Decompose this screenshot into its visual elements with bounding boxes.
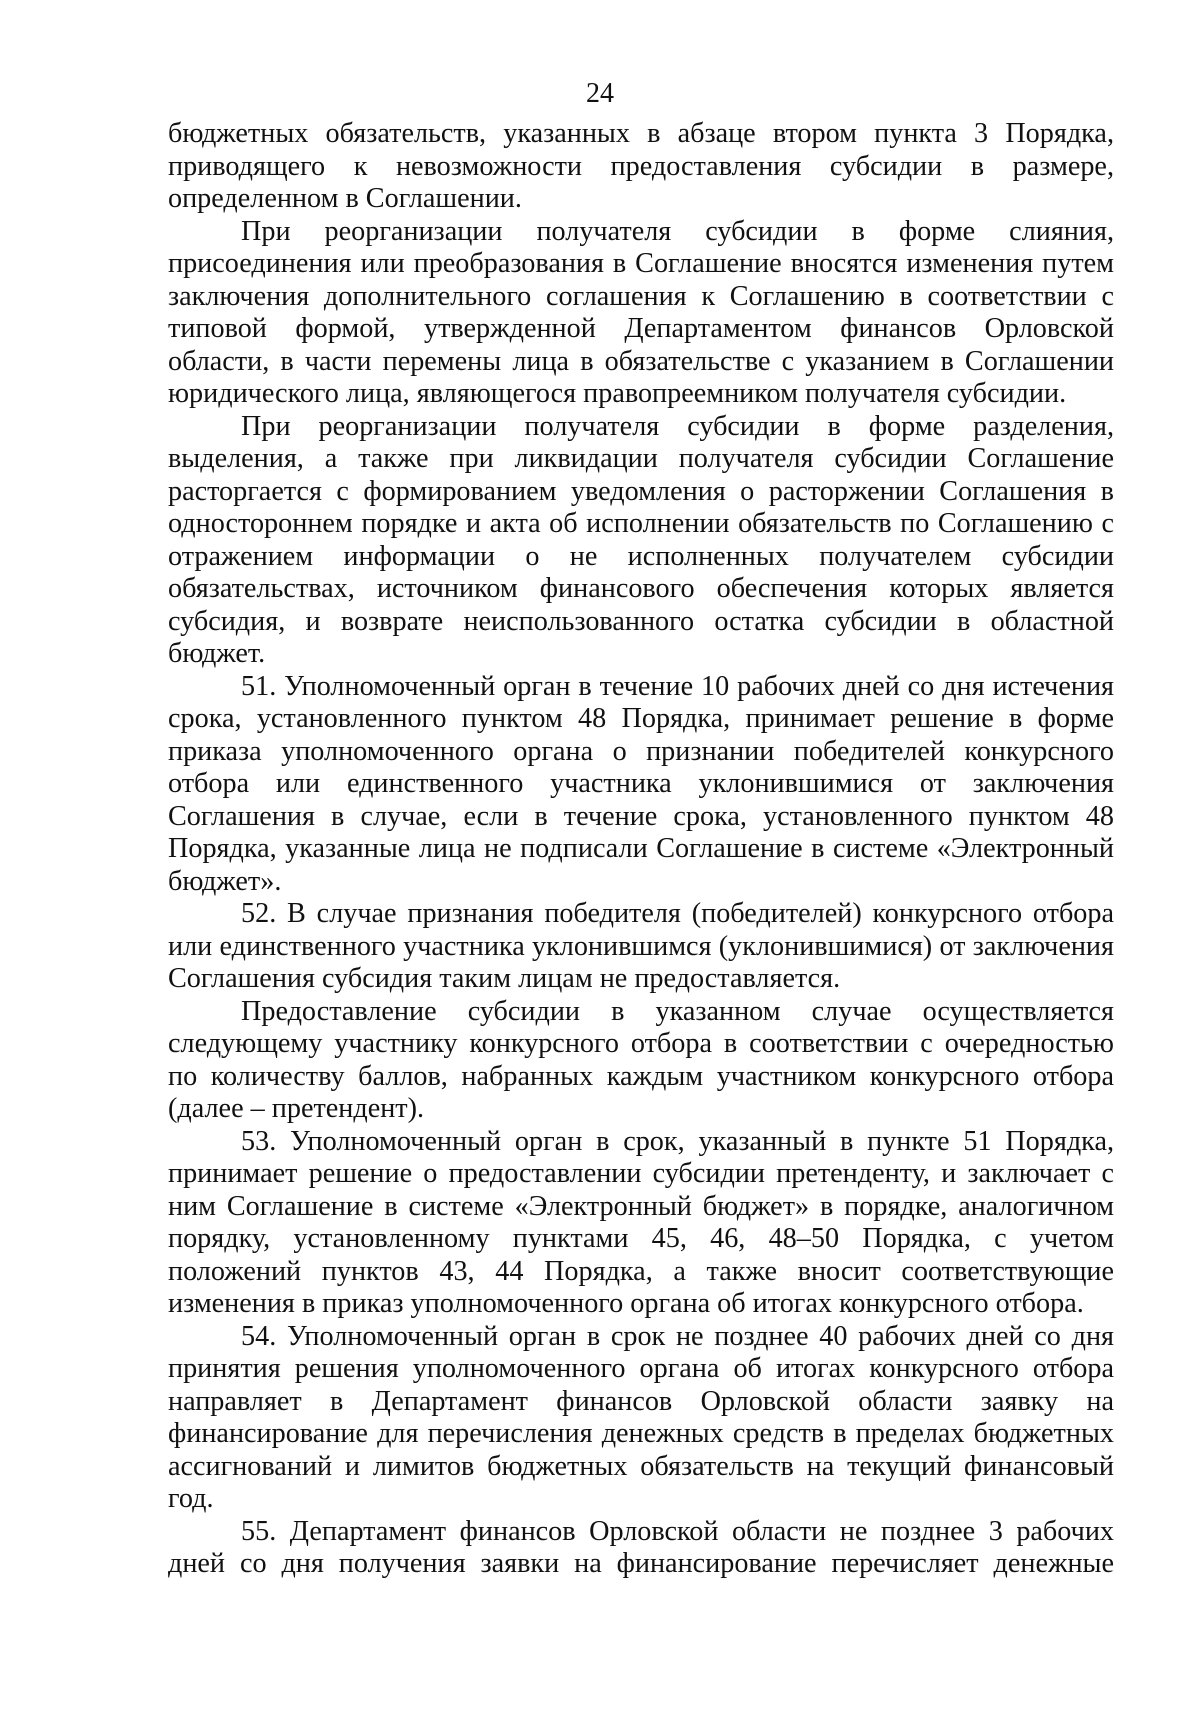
- paragraph-item-52: 52. В случае признания победителя (победителей) конкурсного отбора или единственного участника уклонившимся (уклонившимися) от заключения Соглашения субсидия таким лицам не предоставляется.: [168, 898, 1114, 994]
- document-body: [168, 118, 1114, 1581]
- page-number: 24: [586, 78, 614, 109]
- paragraph: При реорганизации получателя субсидии в форме слияния, присоединения или преобразования в Соглашение вносятся изменения путем заключения дополнительного соглашения к Соглашению в соответствии с типовой формой, утвержденной Департаментом финансов Орловской области, в части перемены лица в обязательстве с указанием в Соглашении юридического лица, являющегося правопреемником получателя субсидии.: [168, 215, 1114, 409]
- paragraph: бюджетных обязательств, указанных в абзаце втором пункта 3 Порядка, приводящего к невозможности предоставления субсидии в размере, определенном в Соглашении.: [168, 118, 1114, 214]
- paragraph-item-53: 53. Уполномоченный орган в срок, указанный в пункте 51 Порядка, принимает решение о предоставлении субсидии претенденту, и заключает с ним Соглашение в системе «Электронный бюджет» в порядке, аналогичном порядку, установленному пунктами 45, 46, 48–50 Порядка, с учетом положений пунктов 43, 44 Порядка, а также вносит соответствующие изменения в приказ уполномоченного органа об итогах конкурсного отбора.: [168, 1125, 1114, 1319]
- paragraph: При реорганизации получателя субсидии в форме разделения, выделения, а также при ликвидации получателя субсидии Соглашение расторгается с формированием уведомления о расторжении Соглашения в одностороннем порядке и акта об исполнении обязательств по Соглашению с отражением информации о не исполненных получателем субсидии обязательствах, источником финансового обеспечения которых является субсидия, и возврате неиспользованного остатка субсидии в областной бюджет.: [168, 410, 1114, 669]
- paragraph-item-54: 54. Уполномоченный орган в срок не позднее 40 рабочих дней со дня принятия решения уполномоченного органа об итогах конкурсного отбора направляет в Департамент финансов Орловской области заявку на финансирование для перечисления денежных средств в пределах бюджетных ассигнований и лимитов бюджетных обязательств на текущий финансовый год.: [168, 1320, 1114, 1514]
- paragraph: Предоставление субсидии в указанном случае осуществляется следующему участнику конкурсного отбора в соответствии с очередностью по количеству баллов, набранных каждым участником конкурсного отбора (далее – претендент).: [168, 995, 1114, 1124]
- paragraph-item-51: 51. Уполномоченный орган в течение 10 рабочих дней со дня истечения срока, установленного пунктом 48 Порядка, принимает решение в форме приказа уполномоченного органа о признании победителей конкурсного отбора или единственного участника уклонившимися от заключения Соглашения в случае, если в течение срока, установленного пунктом 48 Порядка, указанные лица не подписали Соглашение в системе «Электронный бюджет».: [168, 670, 1114, 897]
- paragraph-item-55: 55. Департамент финансов Орловской области не позднее 3 рабочих дней со дня получения заявки на финансирование перечисляет денежные: [168, 1515, 1114, 1579]
